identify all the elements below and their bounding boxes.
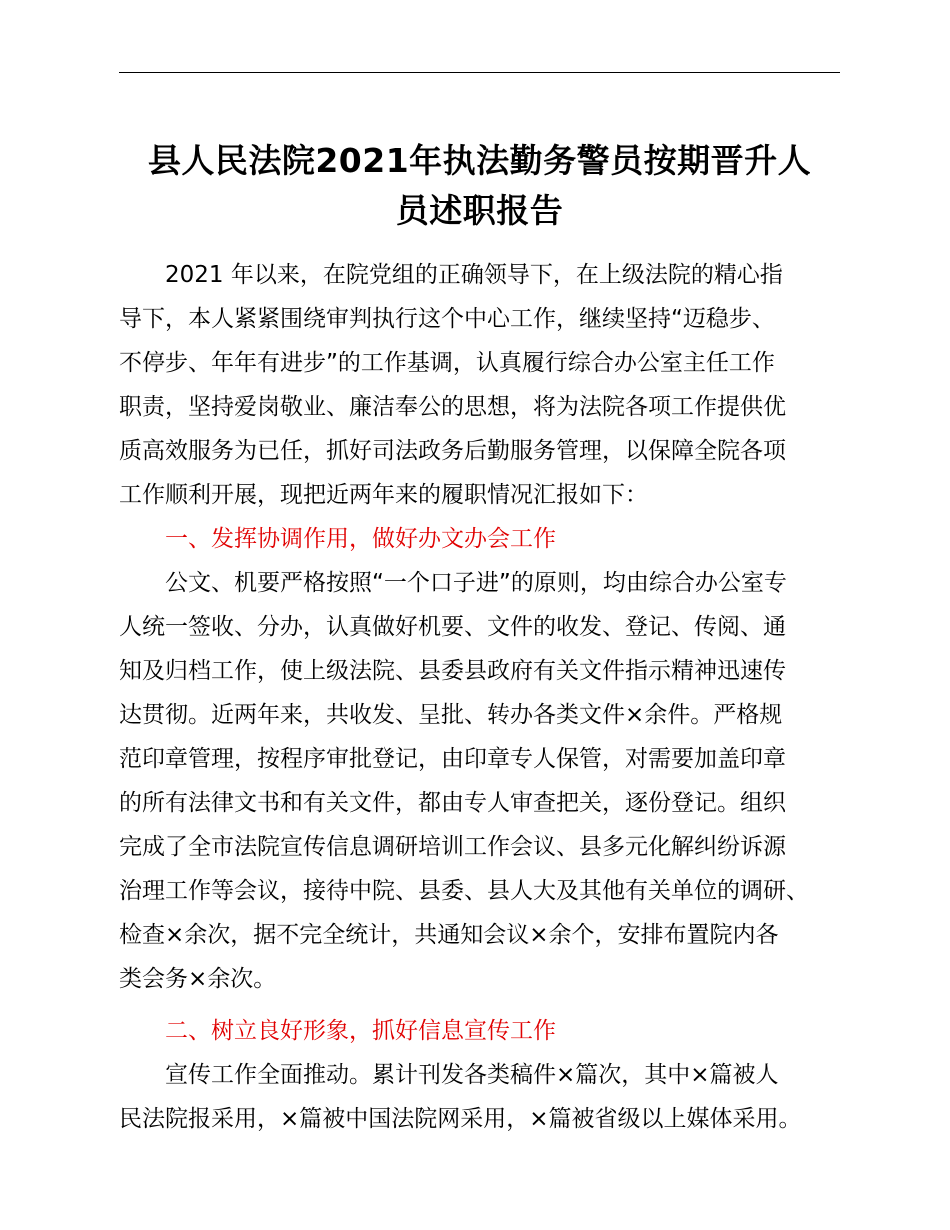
paragraph-line: 达贯彻。近两年来，共收发、呈批、转办各类文件×余件。严格规 xyxy=(119,702,783,728)
section-heading-1: 一、发挥协调作用，做好办文办会工作 xyxy=(165,526,556,552)
document-body xyxy=(119,253,854,1141)
paragraph-line: 类会务×余次。 xyxy=(119,966,277,992)
paragraph-line: 公文、机要严格按照“一个口子进”的原则，均由综合办公室专 xyxy=(165,570,787,596)
section-1-paragraph xyxy=(119,561,854,1001)
paragraph-line: 知及归档工作，使上级法院、县委县政府有关文件指示精神迅速传 xyxy=(119,658,786,684)
paragraph-line: 质高效服务为已任，抓好司法政务后勤服务管理，以保障全院各项 xyxy=(119,438,786,464)
paragraph-line: 人统一签收、分办，认真做好机要、文件的收发、登记、传阅、通 xyxy=(119,614,786,640)
paragraph-line: 职责，坚持爱岗敬业、廉洁奉公的思想，将为法院各项工作提供优 xyxy=(119,394,786,420)
paragraph-line: 检查×余次，据不完全统计，共通知会议×余个，安排布置院内各 xyxy=(119,922,779,948)
paragraph-line: 导下，本人紧紧围绕审判执行这个中心工作，继续坚持“迈稳步、 xyxy=(119,306,775,332)
document-title xyxy=(119,136,840,236)
title-line-2: 员述职报告 xyxy=(395,191,564,230)
section-2-paragraph xyxy=(119,1053,854,1141)
intro-paragraph xyxy=(119,253,854,517)
paragraph-line: 范印章管理，按程序审批登记，由印章专人保管，对需要加盖印章 xyxy=(119,746,786,772)
paragraph-line: 工作顺利开展，现把近两年来的履职情况汇报如下： xyxy=(119,482,648,508)
paragraph-line: 民法院报采用，×篇被中国法院网采用，×篇被省级以上媒体采用。 xyxy=(119,1106,802,1132)
paragraph-line: 2021 年以来，在院党组的正确领导下，在上级法院的精心指 xyxy=(165,262,783,288)
section-heading-2: 二、树立良好形象，抓好信息宣传工作 xyxy=(165,1018,556,1044)
title-line-1: 县人民法院2021年执法勤务警员按期晋升人 xyxy=(147,141,812,180)
paragraph-line: 不停步、年年有进步”的工作基调，认真履行综合办公室主任工作 xyxy=(119,350,775,376)
paragraph-line: 的所有法律文书和有关文件，都由专人审查把关，逐份登记。组织 xyxy=(119,790,786,816)
paragraph-line: 完成了全市法院宣传信息调研培训工作会议、县多元化解纠纷诉源 xyxy=(119,834,786,860)
header-rule xyxy=(119,72,840,73)
paragraph-line: 治理工作等会议，接待中院、县委、县人大及其他有关单位的调研、 xyxy=(119,878,809,904)
paragraph-line: 宣传工作全面推动。累计刊发各类稿件×篇次，其中×篇被人 xyxy=(165,1062,779,1088)
